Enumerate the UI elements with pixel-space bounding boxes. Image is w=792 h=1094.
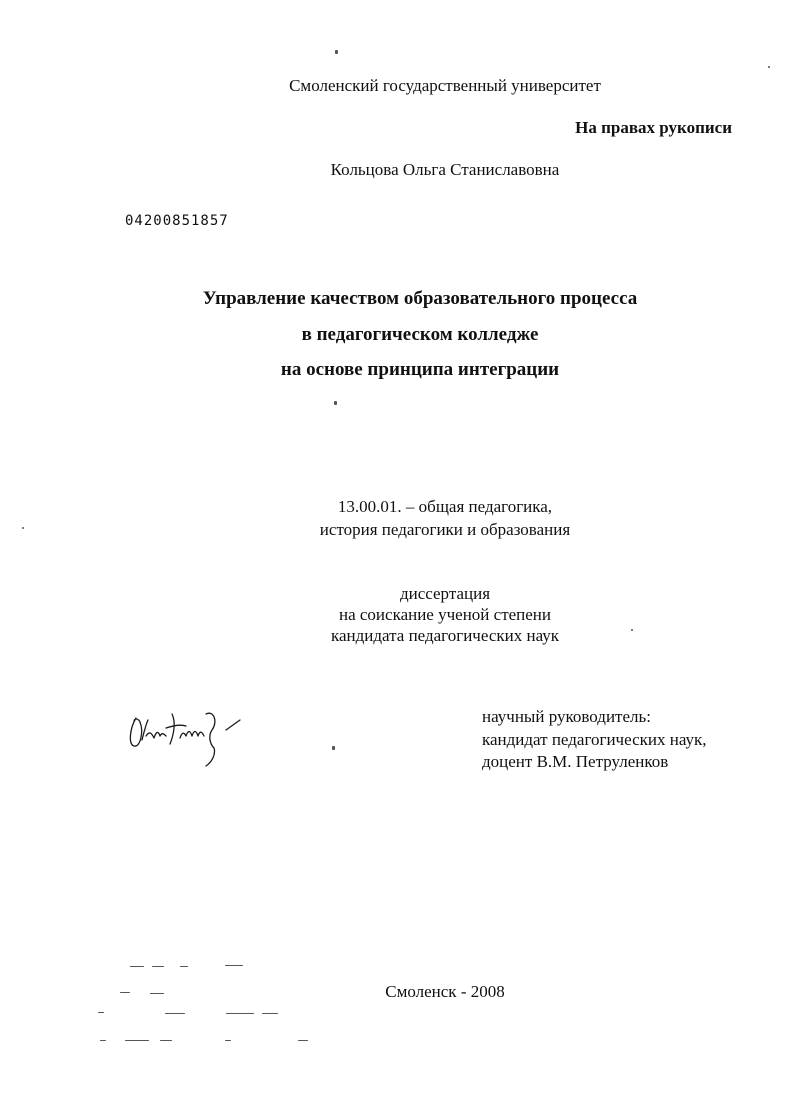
place-and-year: Смоленск - 2008 bbox=[385, 982, 505, 1001]
supervisor-line-1: научный руководитель: bbox=[482, 707, 651, 726]
scan-speck bbox=[262, 1013, 278, 1014]
scan-speck bbox=[120, 992, 130, 993]
scan-speck bbox=[298, 1040, 308, 1041]
scan-speck bbox=[98, 1012, 104, 1013]
title-line-1: Управление качеством образовательного процесса bbox=[202, 288, 638, 309]
scan-speck bbox=[165, 1013, 185, 1014]
university-name: Смоленский государственный университет bbox=[289, 76, 601, 95]
catalog-number: 04200851857 bbox=[125, 213, 229, 229]
title-line-2: в педагогическом колледже bbox=[301, 324, 539, 345]
scan-speck bbox=[335, 50, 338, 54]
scan-speck bbox=[130, 966, 144, 967]
scan-speck bbox=[150, 993, 164, 994]
scan-speck bbox=[225, 1040, 231, 1041]
title-line-3: на основе принципа интеграции bbox=[280, 359, 560, 380]
degree-line-3: кандидата педагогических наук bbox=[330, 626, 560, 645]
scan-speck bbox=[332, 746, 335, 750]
specialty-line-2: история педагогики и образования bbox=[319, 520, 571, 539]
scan-speck bbox=[125, 1040, 149, 1041]
rights-note: На правах рукописи bbox=[575, 118, 732, 137]
author-name: Кольцова Ольга Станиславовна bbox=[330, 160, 560, 179]
degree-line-2: на соискание ученой степени bbox=[338, 605, 552, 624]
handwritten-signature-icon bbox=[122, 700, 250, 770]
scan-speck bbox=[22, 527, 24, 529]
scan-speck bbox=[160, 1040, 172, 1041]
scan-speck bbox=[180, 966, 188, 967]
supervisor-line-3: доцент В.М. Петруленков bbox=[482, 752, 669, 771]
degree-line-1: диссертация bbox=[399, 584, 491, 603]
scan-speck bbox=[100, 1040, 106, 1041]
scan-speck bbox=[768, 66, 770, 68]
specialty-line-1: 13.00.01. – общая педагогика, bbox=[337, 497, 553, 516]
scan-speck bbox=[631, 629, 633, 631]
scan-speck bbox=[152, 966, 164, 967]
scan-speck bbox=[226, 1013, 254, 1014]
scan-speck bbox=[225, 965, 243, 966]
supervisor-line-2: кандидат педагогических наук, bbox=[482, 730, 707, 749]
scan-speck bbox=[334, 401, 337, 405]
